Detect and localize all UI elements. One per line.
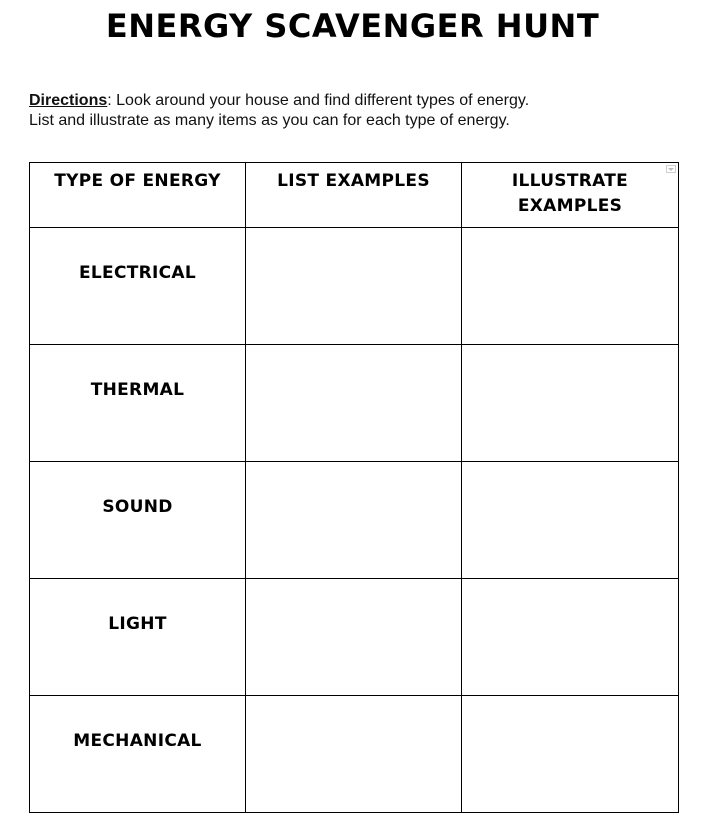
directions-line-1: [29, 91, 669, 111]
energy-row-electrical: [30, 228, 679, 345]
header-illustrate-line-1: ILLUSTRATE: [511, 171, 629, 191]
list-examples-cell[interactable]: [246, 228, 462, 345]
energy-row-light: [30, 579, 679, 696]
illustrate-examples-cell[interactable]: [462, 696, 679, 813]
dropdown-icon[interactable]: [666, 165, 676, 173]
list-examples-cell[interactable]: [246, 696, 462, 813]
energy-type-cell: SOUND: [30, 462, 246, 579]
energy-row-mechanical: [30, 696, 679, 813]
header-illustrate-line-2: EXAMPLES: [517, 196, 623, 216]
directions-label: Directions: [29, 92, 108, 109]
illustrate-examples-cell[interactable]: [462, 345, 679, 462]
illustrate-examples-cell[interactable]: [462, 228, 679, 345]
energy-type-cell: MECHANICAL: [30, 696, 246, 813]
energy-row-thermal: [30, 345, 679, 462]
energy-type-cell: ELECTRICAL: [30, 228, 246, 345]
illustrate-examples-cell[interactable]: [462, 462, 679, 579]
energy-type-cell: LIGHT: [30, 579, 246, 696]
energy-type-cell: THERMAL: [30, 345, 246, 462]
illustrate-examples-cell[interactable]: [462, 579, 679, 696]
directions-text: [29, 91, 669, 131]
header-illustrate-examples: [462, 163, 679, 228]
list-examples-cell[interactable]: [246, 579, 462, 696]
energy-worksheet-table: [29, 162, 679, 813]
energy-row-sound: [30, 462, 679, 579]
directions-line-1-text: : Look around your house and find different types of energy.: [107, 92, 530, 109]
list-examples-cell[interactable]: [246, 462, 462, 579]
page-title: ENERGY SCAVENGER HUNT: [105, 7, 600, 45]
list-examples-cell[interactable]: [246, 345, 462, 462]
header-list-examples: LIST EXAMPLES: [246, 163, 462, 228]
header-row: [30, 163, 679, 228]
header-type-of-energy: TYPE OF ENERGY: [30, 163, 246, 228]
directions-line-2: List and illustrate as many items as you can for each type of energy.: [29, 112, 510, 129]
